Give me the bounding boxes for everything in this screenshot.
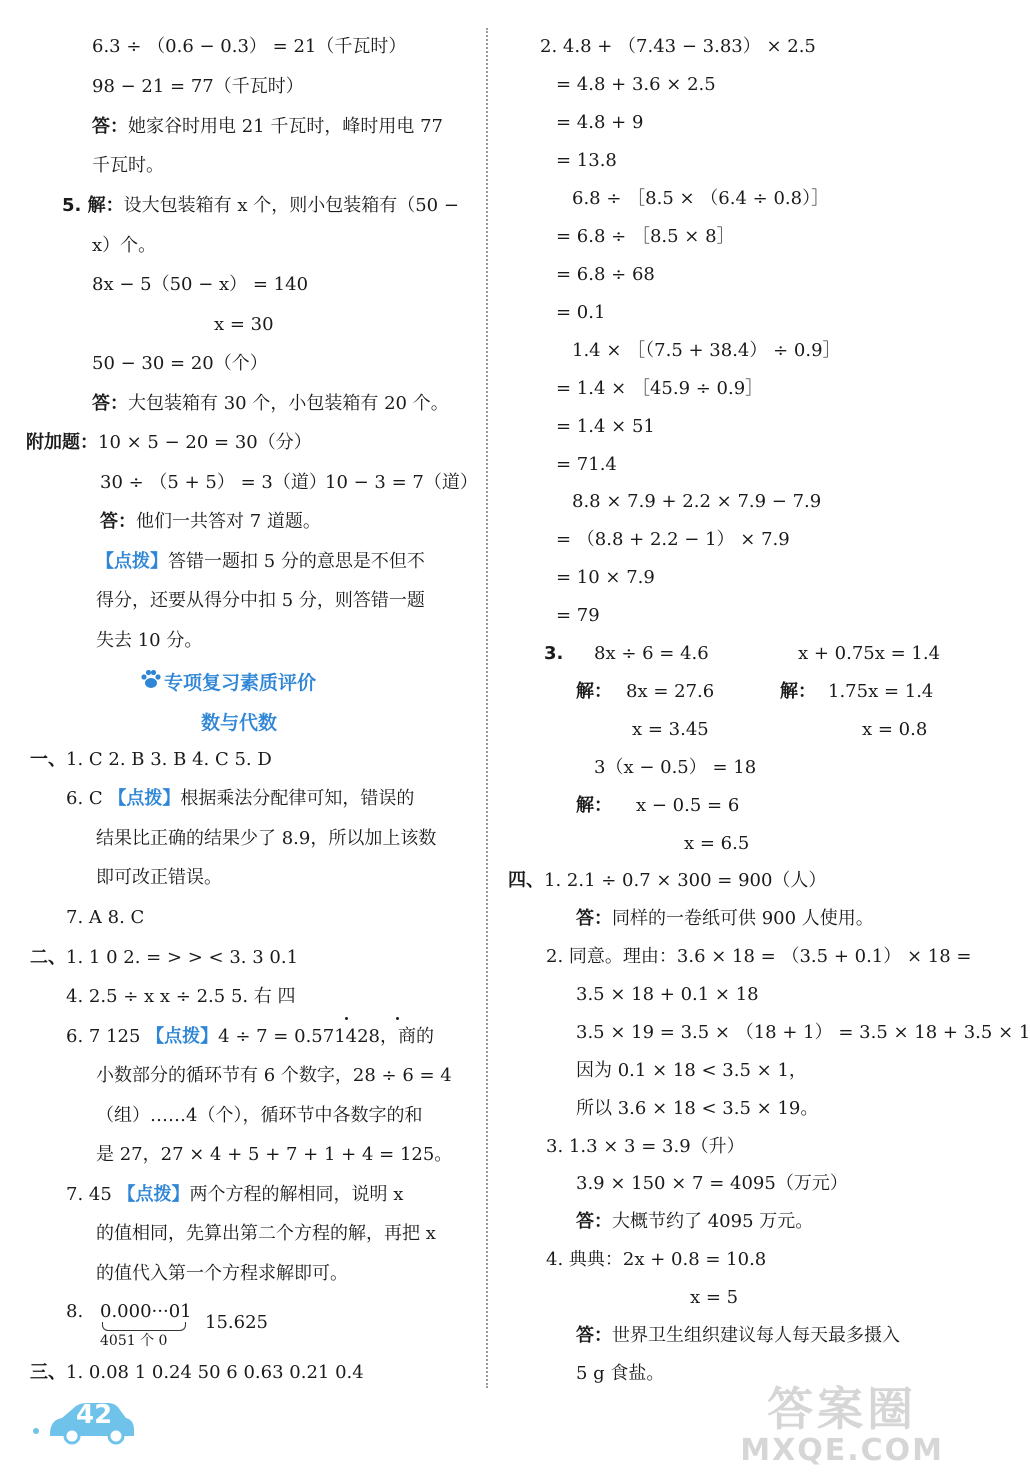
item-text: 6. 7 125: [66, 1026, 147, 1047]
answer-label: 答：: [92, 116, 128, 137]
equation-line: 10 − 3 = 7（道）: [325, 472, 478, 493]
answer-line: [100, 510, 321, 534]
hint-line: [66, 787, 414, 811]
equation-line: x = 30: [214, 314, 274, 335]
text-line: 所以 3.6 × 18 < 3.5 × 19。: [576, 1098, 819, 1119]
answer-line: [92, 115, 443, 139]
part-label: 一、: [30, 749, 66, 770]
equation-line: x = 5: [690, 1287, 739, 1308]
text-line: 5 g 食盐。: [576, 1363, 665, 1384]
solution-text: 8x = 27.6: [626, 681, 715, 702]
bonus-label: 附加题：: [26, 432, 98, 453]
equation-line: 4. 典典：2x + 0.8 = 10.8: [546, 1249, 767, 1270]
answer-text: 世界卫生组织建议每人每天最多摄入: [612, 1325, 900, 1346]
answer-row: [30, 1361, 364, 1385]
text-line: x）个。: [92, 235, 157, 256]
text-line: 得分，还要从得分中扣 5 分，则答错一题: [96, 590, 425, 611]
hint-text: 根据乘法分配律可知，错误的: [180, 788, 415, 809]
equation-line: = 13.8: [556, 150, 617, 171]
bonus-text: 10 × 5 − 20 = 30（分）: [98, 432, 312, 453]
answer-line: [576, 907, 874, 931]
hint-line: [66, 1183, 403, 1207]
hint-label: 【点拨】: [146, 1026, 219, 1047]
paw-icon: [140, 669, 164, 694]
answer-text: 大概节约了 4095 万元。: [612, 1211, 814, 1232]
text-line: 即可改正错误。: [96, 867, 222, 888]
answer-text: 她家谷时用电 21 千瓦时，峰时用电 77: [128, 116, 443, 137]
part-label: 二、: [30, 947, 66, 968]
watermark: [740, 1383, 944, 1467]
text-line: 小数部分的循环节有 6 个数字，28 ÷ 6 = 4: [96, 1065, 452, 1086]
answer-row-text: 1. C 2. B 3. B 4. C 5. D: [66, 749, 272, 770]
problem-line: [62, 194, 459, 218]
hint-label: 【点拨】: [108, 788, 181, 809]
hint-text: 4 ÷ 7 = 0.571428，商的: [218, 1026, 434, 1047]
part-label: 三、: [30, 1362, 66, 1383]
equation-line: = 1.4 × 51: [556, 416, 655, 437]
answer-row: [508, 869, 826, 893]
text-line: 2. 同意。理由：3.6 × 18 = （3.5 + 0.1） × 18 =: [546, 946, 972, 967]
item-text: 6. C: [66, 788, 109, 809]
item-number: 3.: [544, 643, 564, 664]
answer-row-text: 1. 2.1 ÷ 0.7 × 300 = 900（人）: [544, 870, 827, 891]
section-title: [140, 668, 316, 695]
text-line: 是 27，27 × 4 + 5 + 7 + 1 + 4 = 125。: [96, 1144, 453, 1165]
equation-line: 1.4 × ［（7.5 + 38.4） ÷ 0.9］: [572, 340, 841, 361]
part-label: 四、: [508, 870, 544, 891]
text-line: 6.3 ÷ （0.6 − 0.3） = 21（千瓦时）: [92, 36, 407, 57]
equation-line: = 4.8 + 9: [556, 112, 644, 133]
text-line: （组）……4（个），循环节中各数字的和: [96, 1105, 423, 1126]
equation-line: = 79: [556, 605, 600, 626]
answer-row-text: 1. 0.08 1 0.24 50 6 0.63 0.21 0.4: [66, 1362, 364, 1383]
answer-value: 15.625: [205, 1312, 268, 1333]
section-subtitle: 数与代数: [201, 712, 278, 734]
solution-label: 解：: [576, 795, 612, 816]
answer-text: 他们一共答对 7 道题。: [136, 511, 321, 532]
equation-line: 3.5 × 19 = 3.5 × （18 + 1） = 3.5 × 18 + 3.5 × 1: [576, 1022, 1030, 1043]
text-line: 98 − 21 = 77（千瓦时）: [92, 76, 304, 97]
page-number-badge: [28, 1398, 138, 1448]
solution-text: x − 0.5 = 6: [636, 795, 740, 816]
equation-line: 3. 1.3 × 3 = 3.9（升）: [546, 1136, 745, 1157]
answer-text: 同样的一卷纸可供 900 人使用。: [612, 908, 874, 929]
equation-line: 3.5 × 18 + 0.1 × 18: [576, 984, 759, 1005]
hint-text: 答错一题扣 5 分的意思是不但不: [168, 551, 425, 572]
answer-label: 答：: [576, 1325, 612, 1346]
equation-line: 3（x − 0.5） = 18: [594, 757, 757, 778]
hint-line: [66, 1025, 434, 1049]
text-line: 失去 10 分。: [96, 630, 203, 651]
column-divider: [486, 28, 488, 1388]
answer-row: [30, 946, 298, 970]
solution-line: [576, 680, 714, 704]
bonus-line: [26, 431, 312, 455]
answer-label: 答：: [100, 511, 136, 532]
equation-line: = 1.4 × ［45.9 ÷ 0.9］: [556, 378, 764, 399]
answer-label: 答：: [576, 908, 612, 929]
text-line: 千瓦时。: [92, 155, 164, 176]
answer-line: [576, 1210, 813, 1234]
hint-line: [96, 550, 425, 574]
equation-line: = （8.8 + 2.2 − 1） × 7.9: [556, 529, 790, 550]
equation-line: = 6.8 ÷ ［8.5 × 8］: [556, 226, 735, 247]
answer-text: 大包装箱有 30 个，小包装箱有 20 个。: [128, 393, 449, 414]
equation-line: x = 3.45: [632, 719, 709, 740]
decimal-value: 0.000···01: [100, 1301, 192, 1322]
page-number: 42: [76, 1400, 113, 1430]
equation-line: = 0.1: [556, 302, 606, 323]
solution-label: 解：: [576, 681, 612, 702]
equation-line: 8x − 5（50 − x） = 140: [92, 274, 309, 295]
equation-line: = 71.4: [556, 454, 617, 475]
text-line: 结果比正确的结果少了 8.9，所以加上该数: [96, 828, 437, 849]
equation-line: 8.8 × 7.9 + 2.2 × 7.9 − 7.9: [572, 491, 822, 512]
watermark-title: 答案圈: [767, 1382, 918, 1436]
section-title-text: 专项复习素质评价: [164, 672, 317, 694]
solution-label: 解：: [780, 681, 816, 702]
answer-line: [576, 1324, 900, 1348]
answer-row: [30, 748, 272, 772]
equation-line: = 10 × 7.9: [556, 567, 655, 588]
answer-row-text: 1. 1 0 2. = > > < 3. 3 0.1: [66, 947, 299, 968]
problem-label: 5. 解：: [62, 195, 124, 216]
item-text: 7. 45: [66, 1184, 118, 1205]
equation-line: x = 6.5: [684, 833, 750, 854]
answer-row: 7. A 8. C: [66, 907, 145, 928]
equation-line: 8x ÷ 6 = 4.6: [594, 643, 709, 664]
text-line: 因为 0.1 × 18 < 3.5 × 1，: [576, 1060, 807, 1081]
equation-line: 50 − 30 = 20（个）: [92, 353, 268, 374]
underbrace-label: 4051 个 0: [100, 1333, 168, 1349]
repeat-dot: [345, 1017, 348, 1020]
equation-line: = 4.8 + 3.6 × 2.5: [556, 74, 716, 95]
solution-line: [780, 680, 933, 704]
problem-text: 设大包装箱有 x 个，则小包装箱有（50 −: [123, 195, 459, 216]
equation-line: 3.9 × 150 × 7 = 4095（万元）: [576, 1173, 848, 1194]
equation-line: 2. 4.8 + （7.43 − 3.83） × 2.5: [540, 36, 816, 57]
answer-label: 答：: [92, 393, 128, 414]
text-line: 的值相同，先算出第二个方程的解，再把 x: [96, 1223, 436, 1244]
equation-line: 6.8 ÷ ［8.5 × （6.4 ÷ 0.8）］: [572, 188, 830, 209]
equation-line: = 6.8 ÷ 68: [556, 264, 655, 285]
text-line: 的值代入第一个方程求解即可。: [96, 1263, 348, 1284]
repeat-dot: [396, 1017, 399, 1020]
item-text: 8.: [66, 1301, 84, 1322]
solution-text: 1.75x = 1.4: [828, 681, 934, 702]
equation-line: x + 0.75x = 1.4: [798, 643, 941, 664]
hint-text: 两个方程的解相同，说明 x: [189, 1184, 404, 1205]
answer-row: 4. 2.5 ÷ x x ÷ 2.5 5. 右 四: [66, 986, 296, 1007]
watermark-url: MXQE.COM: [740, 1433, 944, 1468]
answer-line: [92, 392, 449, 416]
solution-line: [576, 794, 739, 818]
answer-label: 答：: [576, 1211, 612, 1232]
equation-line: 30 ÷ （5 + 5） = 3（道）: [100, 472, 327, 493]
hint-label: 【点拨】: [117, 1184, 190, 1205]
hint-label: 【点拨】: [96, 551, 168, 572]
equation-line: x = 0.8: [862, 719, 928, 740]
